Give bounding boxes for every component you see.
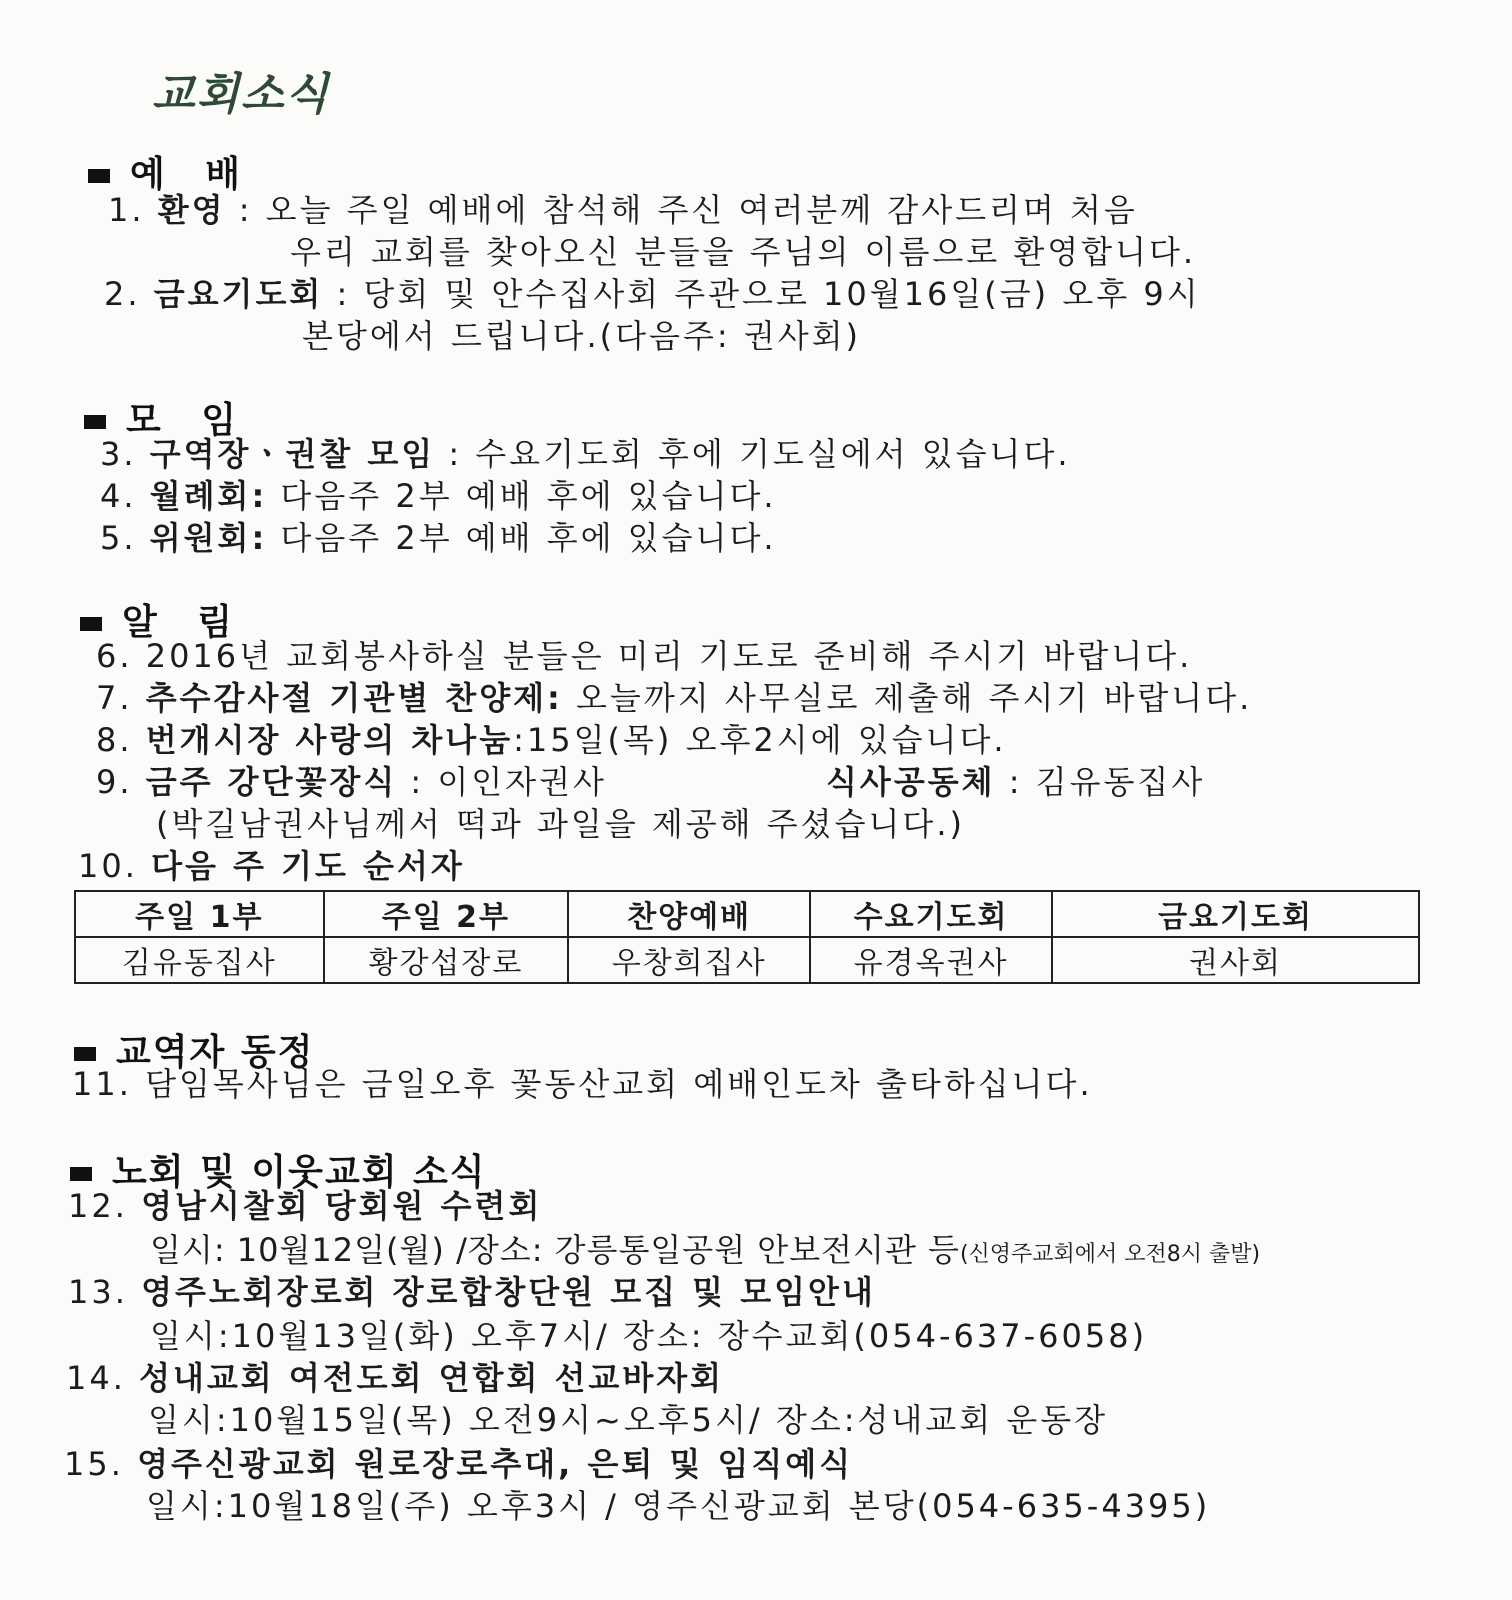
list-item-continuation: (박길남권사님께서 떡과 과일을 제공해 주셨습니다.) xyxy=(156,805,965,843)
list-item-secondary: 식사공동체 : 김유동집사 xyxy=(826,763,1206,801)
list-item: 15. 영주신광교회 원로장로추대, 은퇴 및 임직예식 xyxy=(64,1445,854,1483)
list-item: 14. 성내교회 여전도회 연합회 선교바자회 xyxy=(66,1359,725,1397)
table-cell: 황강섭장로 xyxy=(324,937,569,983)
square-bullet-icon xyxy=(84,415,106,429)
prayer-schedule-table xyxy=(74,890,1420,984)
table-header-cell: 주일 1부 xyxy=(75,891,324,937)
list-item: 11. 담임목사님은 금일오후 꽃동산교회 예배인도차 출타하십니다. xyxy=(72,1065,1093,1103)
table-header-row xyxy=(75,891,1419,937)
list-item-detail: 일시:10월15일(목) 오전9시~오후5시/ 장소:성내교회 운동장 xyxy=(148,1401,1109,1439)
list-item: 6. 2016년 교회봉사하실 분들은 미리 기도로 준비해 주시기 바랍니다. xyxy=(96,637,1193,675)
table-header-cell: 주일 2부 xyxy=(324,891,569,937)
list-item: 10. 다음 주 기도 순서자 xyxy=(78,847,465,885)
section-heading-worship: 예 배 xyxy=(88,146,254,197)
section-heading-presbytery: 노회 및 이웃교회 소식 xyxy=(70,1144,487,1195)
list-item-continuation: 본당에서 드립니다.(다음주: 권사회) xyxy=(302,317,862,355)
list-item: 9. 금주 강단꽃장식 : 이인자권사 xyxy=(96,763,607,801)
table-header-cell: 수요기도회 xyxy=(810,891,1052,937)
table-cell: 우창희집사 xyxy=(568,937,810,983)
list-item: 12. 영남시찰회 당회원 수련회 xyxy=(68,1187,543,1225)
section-heading-notice: 알 림 xyxy=(80,594,246,645)
table-row xyxy=(75,937,1419,983)
section-heading-meeting: 모 임 xyxy=(84,392,250,443)
table-cell: 김유동집사 xyxy=(75,937,324,983)
square-bullet-icon xyxy=(80,617,102,631)
list-item-detail: 일시:10월13일(화) 오후7시/ 장소: 장수교회(054-637-6058) xyxy=(150,1317,1148,1355)
list-item-detail: 일시:10월18일(주) 오후3시 / 영주신광교회 본당(054-635-4395) xyxy=(146,1487,1211,1525)
square-bullet-icon xyxy=(88,169,110,183)
list-item-detail: 일시: 10월12일(월) /장소: 강릉통일공원 안보전시관 등(신영주교회에서 오전8시 출발) xyxy=(150,1231,1261,1269)
table-header-cell: 금요기도회 xyxy=(1052,891,1419,937)
square-bullet-icon xyxy=(74,1047,96,1061)
list-item-continuation: 우리 교회를 찾아오신 분들을 주님의 이름으로 환영합니다. xyxy=(290,233,1197,271)
table-cell: 권사회 xyxy=(1052,937,1419,983)
list-item: 4. 월례회: 다음주 2부 예배 후에 있습니다. xyxy=(100,477,777,515)
list-item: 1. 환영 : 오늘 주일 예배에 참석해 주신 여러분께 감사드리며 처음 xyxy=(108,191,1138,229)
table-cell: 유경옥권사 xyxy=(810,937,1052,983)
list-item: 8. 번개시장 사랑의 차나눔:15일(목) 오후2시에 있습니다. xyxy=(96,721,1007,759)
section-heading-pastor: 교역자 동정 xyxy=(74,1024,314,1075)
square-bullet-icon xyxy=(70,1167,92,1181)
list-item: 2. 금요기도회 : 당회 및 안수집사회 주관으로 10월16일(금) 오후 9시 xyxy=(104,275,1201,313)
table-header-cell: 찬양예배 xyxy=(568,891,810,937)
page-title: 교회소식 xyxy=(152,69,331,120)
list-item: 13. 영주노회장로회 장로합창단원 모집 및 모임안내 xyxy=(68,1273,876,1311)
list-item: 7. 추수감사절 기관별 찬양제: 오늘까지 사무실로 제출해 주시기 바랍니다. xyxy=(96,679,1253,717)
list-item: 5. 위원회: 다음주 2부 예배 후에 있습니다. xyxy=(100,519,777,557)
list-item: 3. 구역장ㆍ권찰 모임 : 수요기도회 후에 기도실에서 있습니다. xyxy=(100,435,1071,473)
